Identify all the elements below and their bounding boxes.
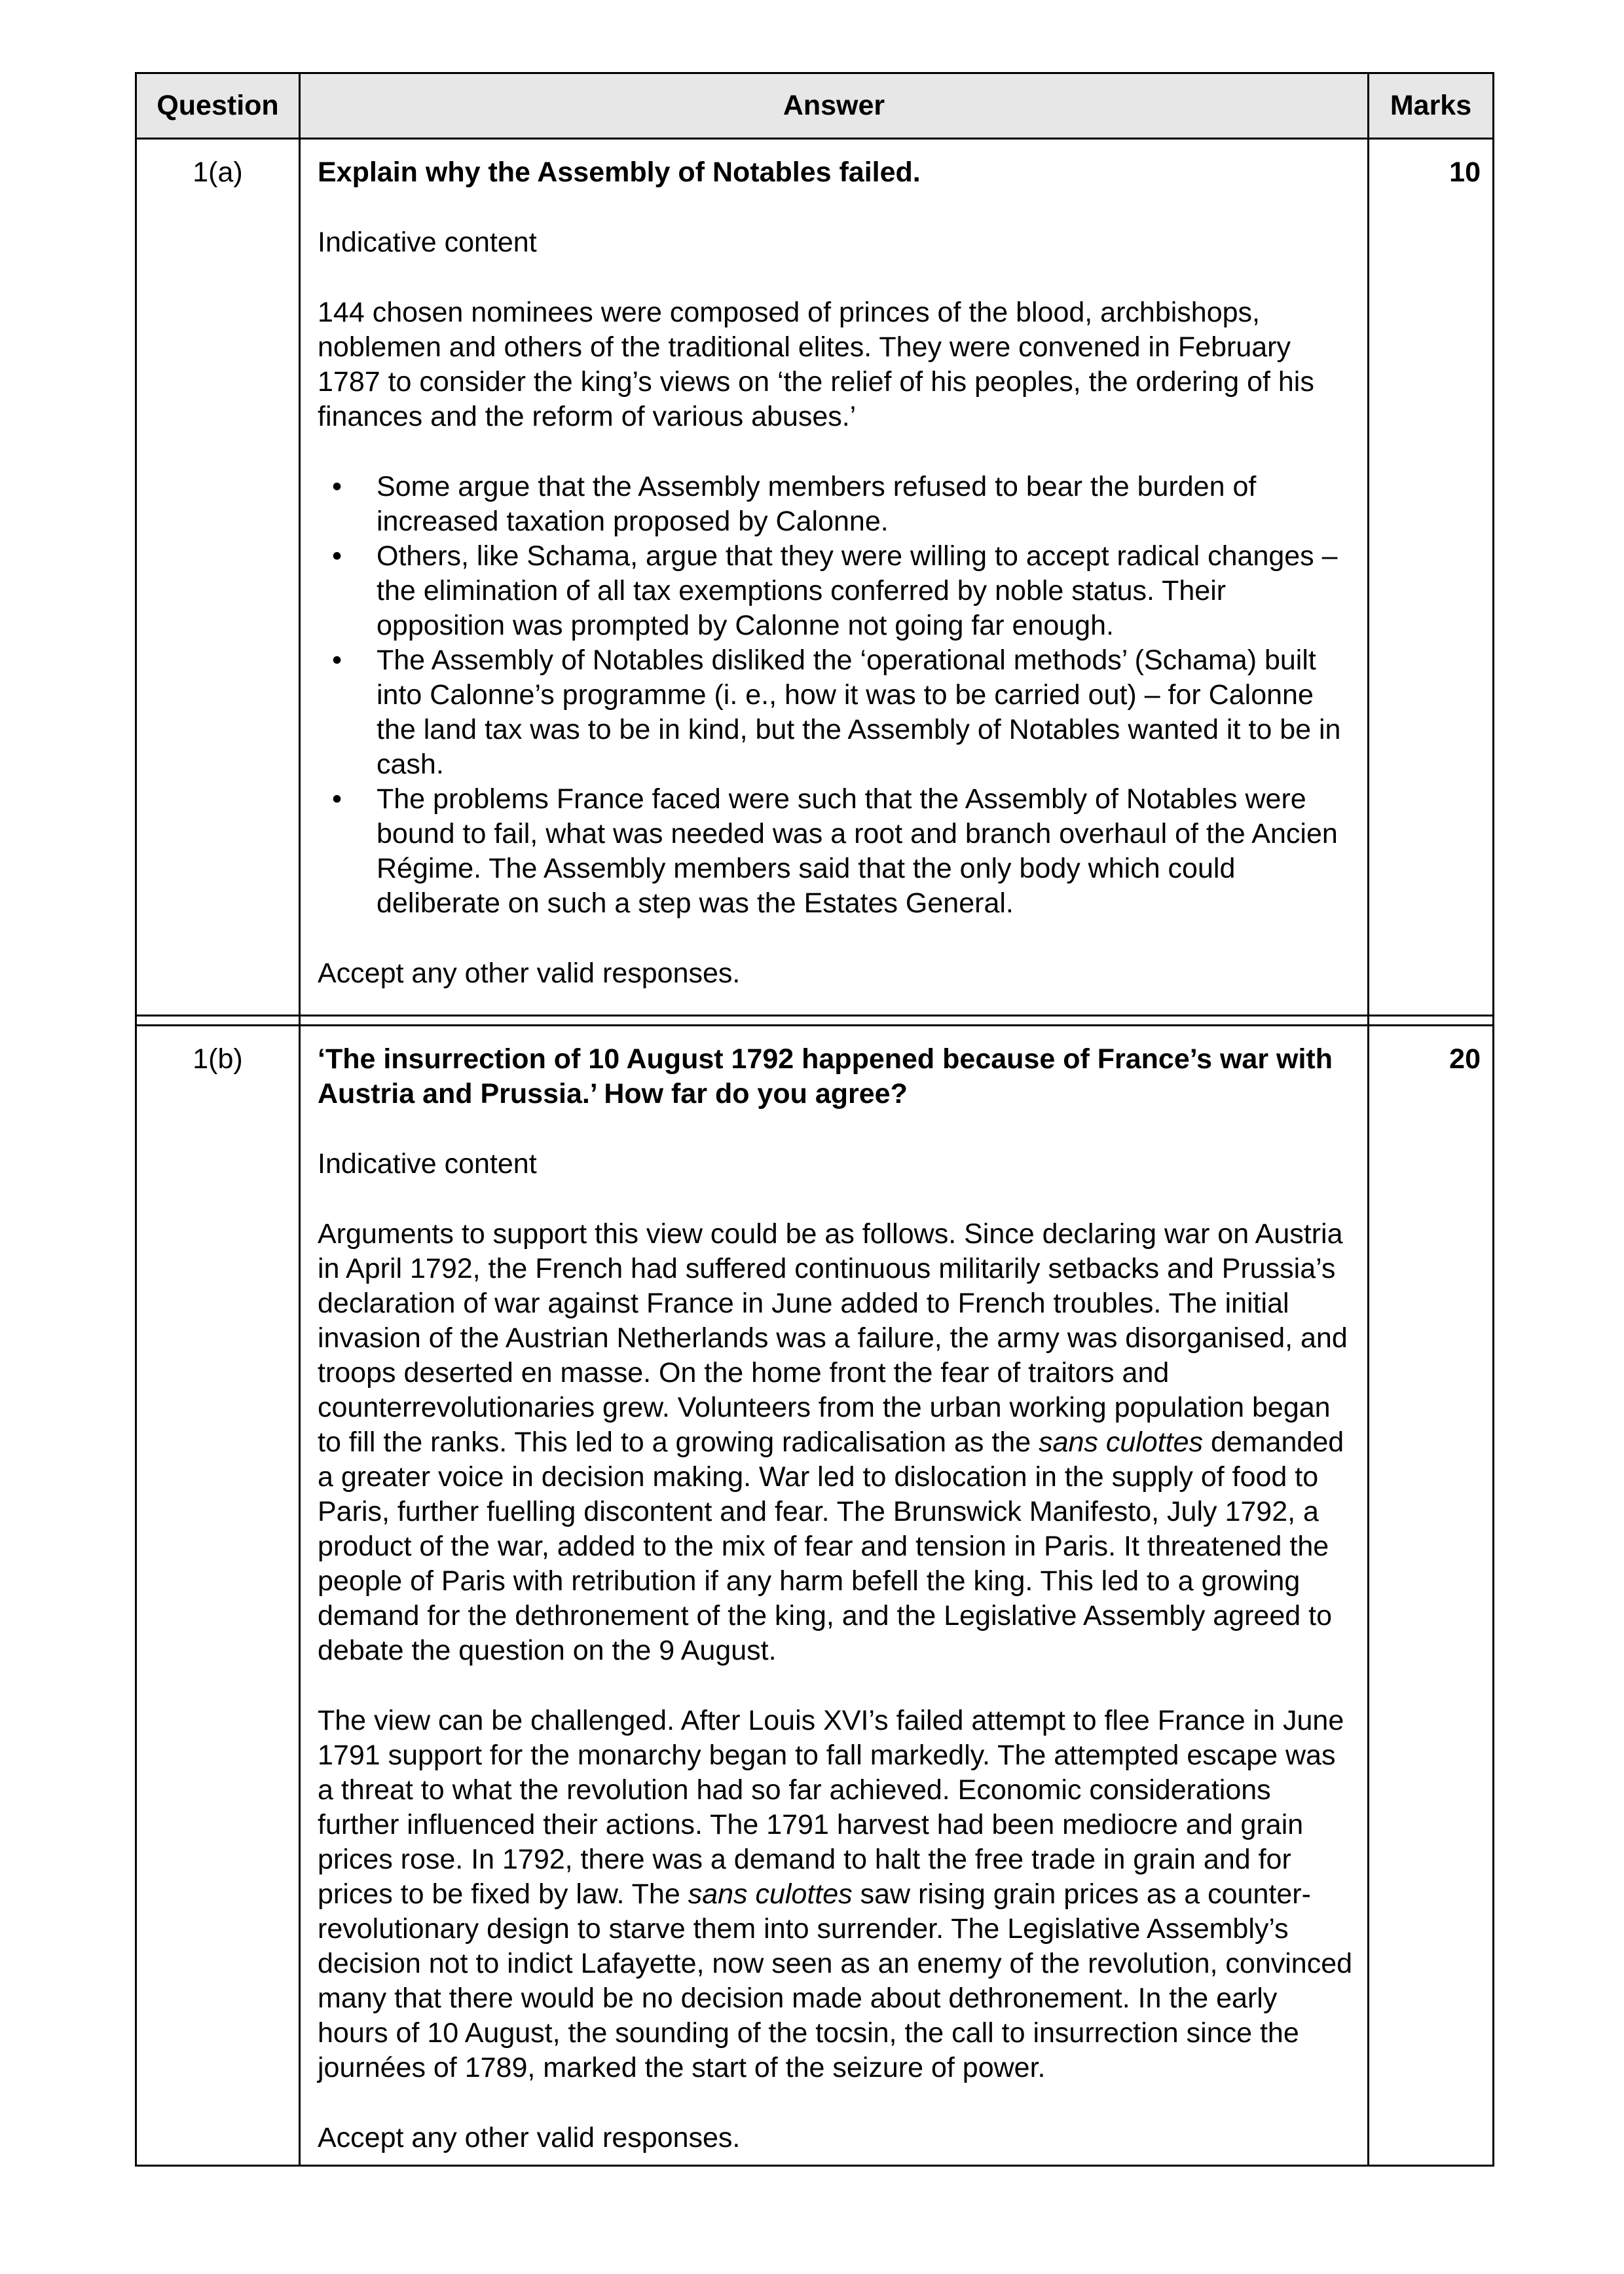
bullet-icon: • <box>332 783 342 815</box>
table-row-1b <box>136 1026 1494 2166</box>
list-item-text: Others, like Schama, argue that they were willing to accept radical changes – the elimination of all tax exemptions conferred by noble status. Their opposition was prompted by Calonne not going far enough. <box>377 540 1338 641</box>
header-question: Question <box>136 73 300 139</box>
marks-value: 20 <box>1369 1026 1494 2166</box>
question-number: 1(b) <box>136 1026 300 2166</box>
list-item-text: Some argue that the Assembly members refused to bear the burden of increased taxation proposed by Calonne. <box>377 471 1257 537</box>
mark-scheme-table <box>135 72 1494 2167</box>
list-item <box>318 539 1353 643</box>
challenge-paragraph: The view can be challenged. After Louis XVI’s failed attempt to flee France in June 1791 support for the monarchy began to fall markedly. The attempted escape was a threat to what the revolution had so far achieved. Economic considerations further influenced their actions. The 1791 harvest had been mediocre and grain prices rose. In 1792, there was a demand to halt the free trade in grain and for prices to be fixed by law. The sans culottes saw rising grain prices as a counter-revolutionary design to starve them into surrender. The Legislative Assembly’s decision not to indict Lafayette, now seen as an enemy of the revolution, convinced many that there would be no decision made about dethronement. In the early hours of 10 August, the sounding of the tocsin, the call to insurrection since the journées of 1789, marked the start of the seizure of power. <box>318 1705 1353 2083</box>
closing-note: Accept any other valid responses. <box>318 958 741 989</box>
answer-cell <box>300 1026 1369 2166</box>
italic-term: sans culottes <box>1039 1426 1204 1458</box>
list-item <box>318 643 1353 782</box>
italic-term: sans culottes <box>688 1878 853 1910</box>
header-answer: Answer <box>300 73 1369 139</box>
marks-value: 10 <box>1369 139 1494 1016</box>
bullet-icon: • <box>332 471 342 502</box>
question-prompt: ‘The insurrection of 10 August 1792 happened because of France’s war with Austria and Prussia.’ How far do you agree? <box>318 1043 1333 1109</box>
mark-scheme-page <box>135 72 1492 2167</box>
bullet-icon: • <box>332 644 342 676</box>
header-marks: Marks <box>1369 73 1494 139</box>
question-number: 1(a) <box>136 139 300 1016</box>
list-item-text: The problems France faced were such that the Assembly of Notables were bound to fail, what was needed was a root and branch overhaul of the Ancien Régime. The Assembly members said that the only body which could deliberate on such a step was the Estates General. <box>377 783 1338 919</box>
bullet-icon: • <box>332 540 342 572</box>
answer-cell <box>300 139 1369 1016</box>
row-separator <box>136 1016 1494 1026</box>
indicative-content-label: Indicative content <box>318 227 537 258</box>
closing-note: Accept any other valid responses. <box>318 2122 741 2153</box>
indicative-content-label: Indicative content <box>318 1148 537 1180</box>
table-header-row <box>136 73 1494 139</box>
intro-paragraph: 144 chosen nominees were composed of princes of the blood, archbishops, noblemen and others of the traditional elites. They were convened in February 1787 to consider the king’s views on ‘the relief of his peoples, the ordering of his finances and the reform of various abuses.’ <box>318 297 1314 432</box>
list-item-text: The Assembly of Notables disliked the ‘operational methods’ (Schama) built into Calonne’s programme (i. e., how it was to be carried out) – for Calonne the land tax was to be in kind, but the Assembly of Notables wanted it to be in cash. <box>377 644 1341 780</box>
supporting-arguments-paragraph: Arguments to support this view could be as follows. Since declaring war on Austria in April 1792, the French had suffered continuous militarily setbacks and Prussia’s declaration of war against France in June added to French troubles. The initial invasion of the Austrian Netherlands was a failure, the army was disorganised, and troops deserted en masse. On the home front the fear of traitors and counterrevolutionaries grew. Volunteers from the urban working population began to fill the ranks. This led to a growing radicalisation as the sans culottes demanded a greater voice in decision making. War led to dislocation in the supply of food to Paris, further fuelling discontent and fear. The Brunswick Manifesto, July 1792, a product of the war, added to the mix of fear and tension in Paris. It threatened the people of Paris with retribution if any harm befell the king. This led to a growing demand for the dethronement of the king, and the Legislative Assembly agreed to debate the question on the 9 August. <box>318 1218 1348 1666</box>
list-item <box>318 782 1353 921</box>
question-prompt: Explain why the Assembly of Notables failed. <box>318 157 921 188</box>
list-item <box>318 470 1353 539</box>
table-row-1a <box>136 139 1494 1016</box>
bullet-list <box>318 470 1353 921</box>
